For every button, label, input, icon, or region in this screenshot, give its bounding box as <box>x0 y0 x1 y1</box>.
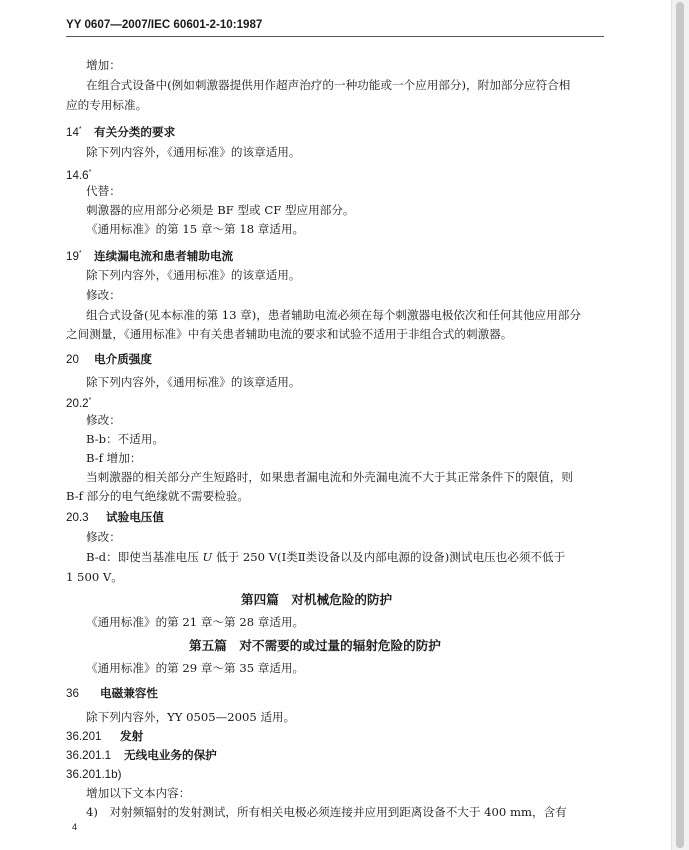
clause-19-title: 连续漏电流和患者辅助电流 <box>94 249 234 263</box>
clause-14-6-asterisk: * <box>88 169 92 176</box>
paragraph-reference-voltage <box>86 550 565 565</box>
paragraph-short-circuit-condition-cont: B-f 部分的电气绝缘就不需要检验。 <box>66 489 249 503</box>
paragraph-patient-auxiliary-current-cont: 之间测量，《通用标准》中有关患者辅助电流的要求和试验不适用于非组合式的刺激器。 <box>66 327 513 341</box>
part-5-title: 第五篇 对不需要的或过量的辐射危险的防护 <box>189 638 441 653</box>
clause-36-201-title: 发射 <box>120 729 144 743</box>
paragraph-modification-label-20-3: 修改： <box>86 530 121 544</box>
clause-14-6-heading <box>66 165 91 183</box>
header-rule <box>66 36 604 37</box>
clause-36-201-number: 36.201 <box>66 730 102 743</box>
paragraph-replacement-label: 代替： <box>86 184 121 198</box>
clause-20-3-title: 试验电压值 <box>106 510 164 524</box>
reference-voltage-text-start: B-d：即使当基准电压 <box>86 550 203 564</box>
clause-20-3-heading <box>66 510 164 525</box>
clause-20-3-number: 20.3 <box>66 511 89 524</box>
clause-36-201-1-title: 无线电业务的保护 <box>124 748 217 762</box>
clause-20-number: 20 <box>66 353 79 366</box>
voltage-symbol: U <box>202 550 213 564</box>
paragraph-applied-part-type: 刺激器的应用部分必须是 BF 型或 CF 型应用部分。 <box>86 203 355 217</box>
clause-36-201-1-number: 36.201.1 <box>66 749 112 762</box>
clause-14-asterisk: * <box>78 126 82 133</box>
scrollbar-thumb[interactable] <box>676 2 684 848</box>
clause-14-number: 14 <box>66 126 79 139</box>
clause-36-heading <box>66 686 158 701</box>
clause-20-2-heading <box>66 393 91 411</box>
clause-20-title: 电介质强度 <box>94 352 152 366</box>
paragraph-clause-14-applies: 除下列内容外，《通用标准》的该章适用。 <box>86 145 301 159</box>
part-4-title: 第四篇 对机械危险的防护 <box>241 592 393 607</box>
paragraph-yy0505-applies: 除下列内容外，YY 0505—2005 适用。 <box>86 710 296 724</box>
clause-14-6-number: 14.6 <box>66 169 89 182</box>
paragraph-clause-20-applies: 除下列内容外，《通用标准》的该章适用。 <box>86 375 301 389</box>
paragraph-b-f-addition: B-f 增加： <box>86 451 142 465</box>
page-number: 4 <box>72 822 78 832</box>
paragraph-b-b-not-applicable: B-b：不适用。 <box>86 432 165 446</box>
clause-19-asterisk: * <box>78 250 82 257</box>
paragraph-chapters-29-35: 《通用标准》的第 29 章～第 35 章适用。 <box>86 661 305 675</box>
paragraph-modification-label-20-2: 修改： <box>86 413 121 427</box>
clause-36-201-1b-heading <box>66 767 121 782</box>
vertical-scrollbar[interactable] <box>671 0 689 850</box>
paragraph-add-text-label: 增加以下文本内容： <box>86 786 191 800</box>
running-header: YY 0607—2007/IEC 60601-2-10:1987 <box>66 18 263 31</box>
clause-36-201-heading <box>66 729 143 744</box>
clause-14-heading <box>66 122 175 140</box>
clause-20-heading <box>66 352 152 367</box>
paragraph-clause-19-applies: 除下列内容外，《通用标准》的该章适用。 <box>86 268 301 282</box>
clause-36-201-1b-number: 36.201.1b) <box>66 768 122 781</box>
clause-36-title: 电磁兼容性 <box>100 686 158 700</box>
clause-19-number: 19 <box>66 250 79 263</box>
paragraph-chapters-21-28: 《通用标准》的第 21 章～第 28 章适用。 <box>86 615 305 629</box>
paragraph-combined-equipment: 在组合式设备中(例如刺激器提供用作超声治疗的一种功能或一个应用部分)，附加部分应符合相 <box>86 78 571 92</box>
clause-14-title: 有关分类的要求 <box>94 125 176 139</box>
clause-36-number: 36 <box>66 687 79 700</box>
paragraph-modification-label-19: 修改： <box>86 288 121 302</box>
paragraph-rf-emission-test: 4) 对射频辐射的发射测试，所有相关电极必须连接并应用到距离设备不大于 400 mm，含有 <box>86 805 567 819</box>
clause-19-heading <box>66 246 233 264</box>
clause-20-2-number: 20.2 <box>66 397 89 410</box>
clause-20-2-asterisk: * <box>88 397 92 404</box>
paragraph-chapters-15-18: 《通用标准》的第 15 章～第 18 章适用。 <box>86 222 305 236</box>
reference-voltage-text-end: 低于 250 V(Ⅰ类Ⅱ类设备以及内部电源的设备)测试电压也必须不低于 <box>212 550 566 564</box>
paragraph-combined-equipment-cont: 应的专用标准。 <box>66 98 148 112</box>
clause-36-201-1-heading <box>66 748 217 763</box>
paragraph-reference-voltage-cont: 1 500 V。 <box>66 570 123 584</box>
paragraph-short-circuit-condition: 当刺激器的相关部分产生短路时，如果患者漏电流和外壳漏电流不大于其正常条件下的限值，则 <box>86 470 573 484</box>
paragraph-patient-auxiliary-current: 组合式设备(见本标准的第 13 章)，患者辅助电流必须在每个刺激器电极依次和任何其他应用部分 <box>86 308 581 322</box>
paragraph-addition-label: 增加： <box>86 58 121 72</box>
